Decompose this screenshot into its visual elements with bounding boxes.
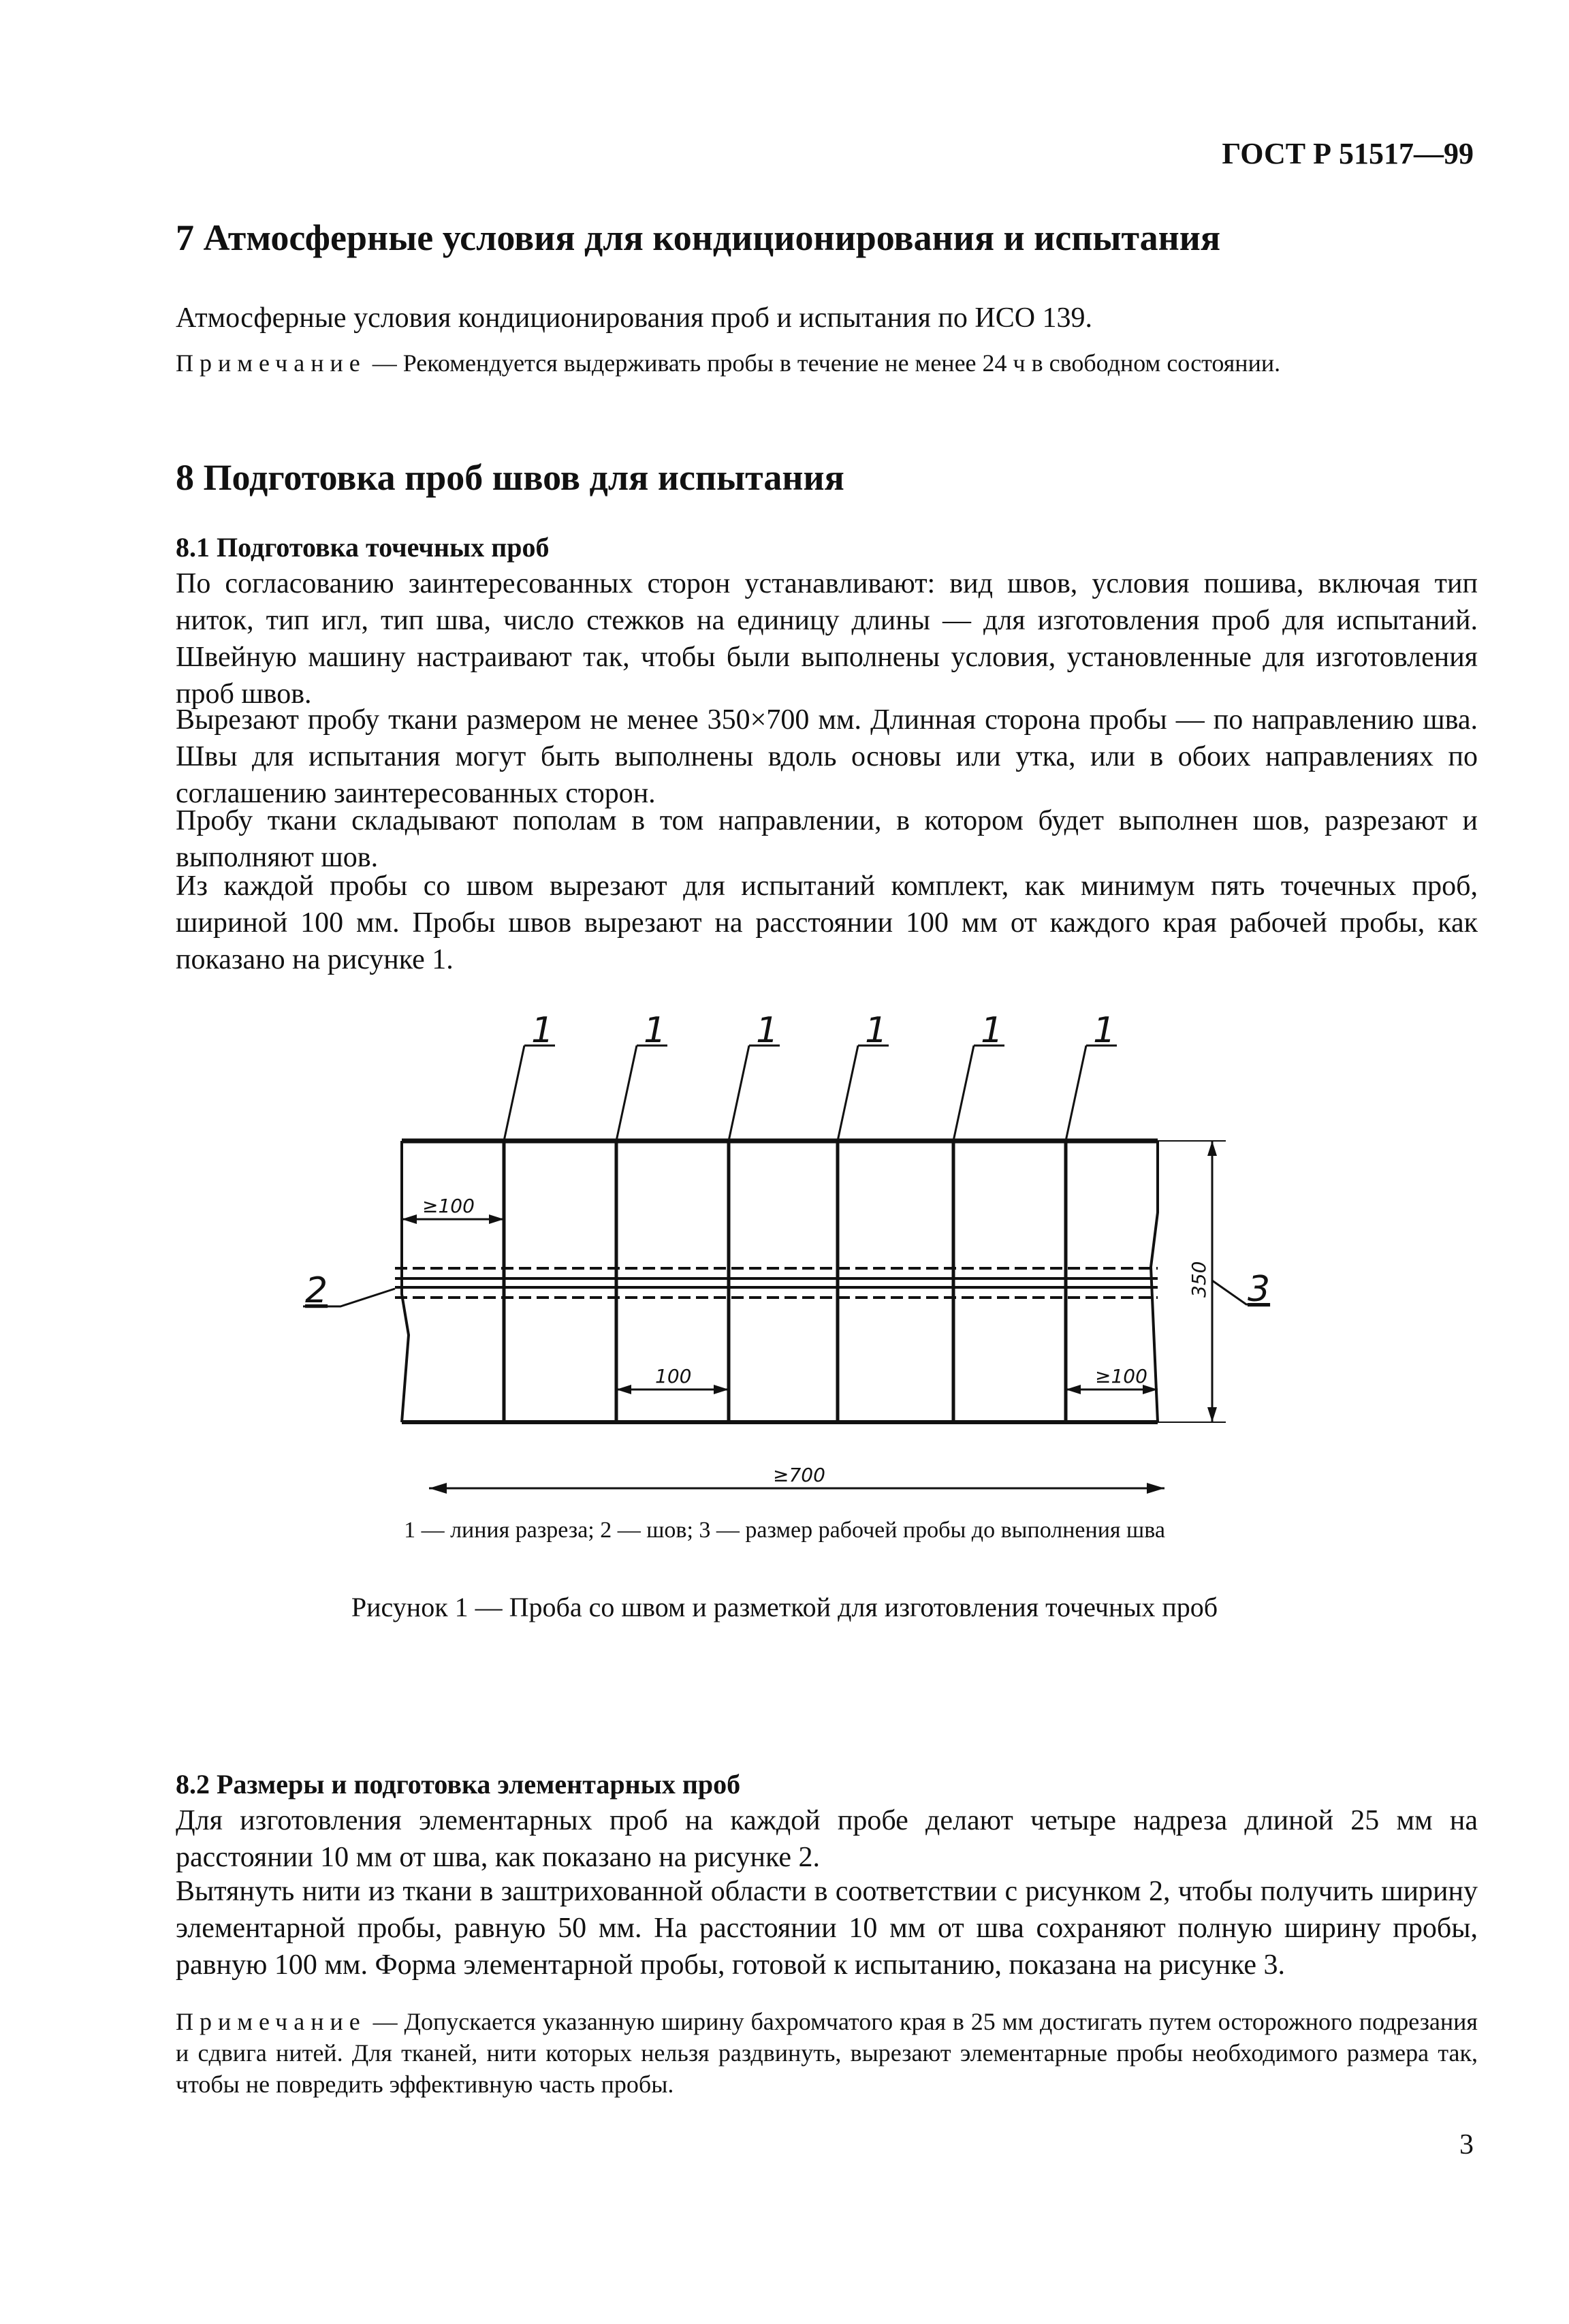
document-id: ГОСТ Р 51517—99 xyxy=(1222,137,1474,170)
callout-label-1: 1 xyxy=(644,1010,667,1051)
note-text: — Рекомендуется выдерживать пробы в течение не менее 24 ч в свободном состоянии. xyxy=(366,349,1281,377)
section-7-text: Атмосферные условия кондиционирования проб и испытания по ИСО 139. xyxy=(176,302,1093,334)
callout-leader xyxy=(616,1046,637,1141)
size-label-3: 3 xyxy=(1248,1269,1271,1310)
dim-left-text: ≥100 xyxy=(422,1195,475,1217)
paragraph-8-1-3: Пробу ткани складывают пополам в том направлении, в котором будет выполнен шов, разрезают и выполняют шов. xyxy=(176,805,1478,873)
callout-label-1: 1 xyxy=(531,1010,554,1051)
callout-label-1: 1 xyxy=(865,1010,888,1051)
dim-total-text: ≥700 xyxy=(773,1464,825,1486)
paragraph-8-1-4: Из каждой пробы со швом вырезают для испытаний комплект, как минимум пять точечных проб, шириной 100 мм. Пробы швов вырезают на расстоянии 100 мм от каждого края рабочей пробы, как показано на рисунке 1. xyxy=(176,870,1478,975)
subsection-8-2-title: 8.2 Размеры и подготовка элементарных проб xyxy=(176,1769,741,1800)
callout-leader xyxy=(504,1046,524,1141)
callout-leader xyxy=(1066,1046,1086,1141)
figure-1-caption: Рисунок 1 — Проба со швом и разметкой для изготовления точечных проб xyxy=(351,1592,1218,1622)
note-label: Примечание xyxy=(176,349,366,377)
section-7-title: 7 Атмосферные условия для кондиционирования и испытания xyxy=(176,217,1221,258)
callout-leader xyxy=(838,1046,858,1141)
paragraph-8-2-1: Для изготовления элементарных проб на каждой пробе делают четыре надреза длиной 25 мм на расстоянии 10 мм от шва, как показано на рисунке 2. xyxy=(176,1805,1478,1873)
callout-label-1: 1 xyxy=(981,1010,1004,1051)
paragraph-8-2-2: Вытянуть нити из ткани в заштрихованной области в соответствии с рисунком 2, чтобы получить ширину элементарной пробы, равную 50 мм. На расстоянии 10 мм от шва сохраняют полную ширину пробы, равную 100 мм. Форма элементарной пробы, готовой к испытанию, показана на рисунке 3. xyxy=(176,1876,1478,1981)
dim-height-text: 350 xyxy=(1188,1261,1210,1298)
paragraph-8-1-2: Вырезают пробу ткани размером не менее 350×700 мм. Длинная сторона пробы — по направлению шва. Швы для испытания могут быть выполнены вдоль основы или утка, или в обоих направлениях по соглашению заинтересованных сторон. xyxy=(176,704,1478,809)
page-number: 3 xyxy=(1459,2129,1474,2161)
seam-label-2: 2 xyxy=(305,1270,328,1311)
sample-right-break xyxy=(1151,1141,1158,1422)
section-8-2-note xyxy=(176,2006,1478,2100)
subsection-8-1-title: 8.1 Подготовка точечных проб xyxy=(176,532,550,563)
dim-right-text: ≥100 xyxy=(1095,1365,1147,1387)
sample-left-break xyxy=(402,1141,409,1422)
dim-mid-text: 100 xyxy=(655,1365,692,1387)
note-label: Примечание xyxy=(176,2008,366,2035)
callout-leader xyxy=(729,1046,749,1141)
callout-label-1: 1 xyxy=(1093,1010,1116,1051)
note-text: — Допускается указанную ширину бахромчатого края в 25 мм достигать путем осторожного подрезания и сдвига нитей. Для тканей, нити которых нельзя раздвинуть, вырезают элементарные пробы необходимого размера так, чтобы не повредить эффективную часть пробы. xyxy=(176,2008,1478,2098)
callout-leader xyxy=(953,1046,974,1141)
paragraph-8-1-1: По согласованию заинтересованных сторон устанавливают: вид швов, условия пошива, включая тип ниток, тип игл, тип шва, число стежков на единицу длины — для изготовления проб для испытаний. Швейную машину настраивают так, чтобы были выполнены условия, установленные для изготовления проб швов. xyxy=(176,568,1478,710)
section-8-title: 8 Подготовка проб швов для испытания xyxy=(176,457,844,498)
callout-label-1: 1 xyxy=(756,1010,779,1051)
figure-1-legend: 1 — линия разреза; 2 — шов; 3 — размер рабочей пробы до выполнения шва xyxy=(404,1518,1165,1543)
